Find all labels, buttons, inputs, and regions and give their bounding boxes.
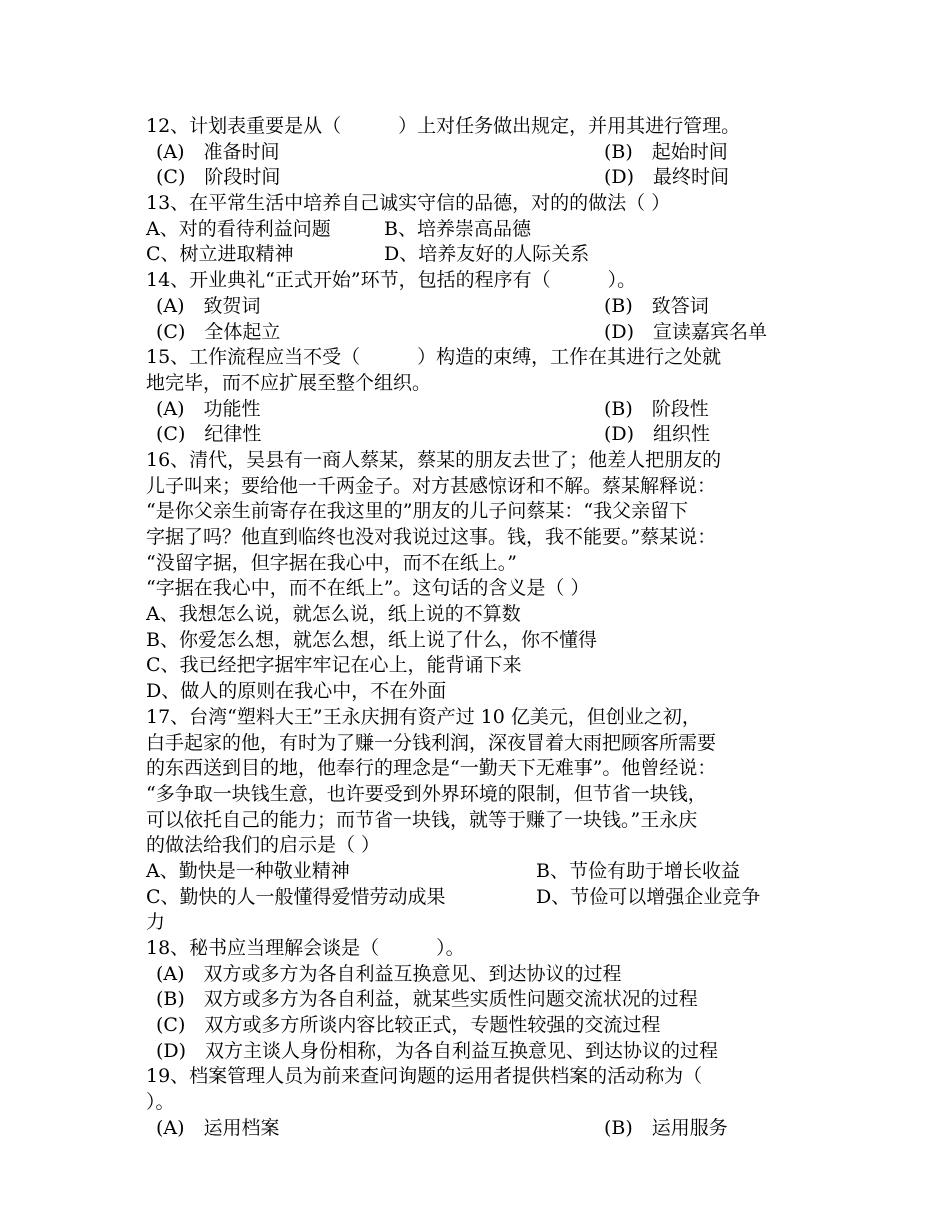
question-15-option-a: (A) 功能性 — [156, 397, 261, 420]
question-18-option-b: (B) 双方或多方为各自利益，就某些实质性问题交流状况的过程 — [156, 988, 698, 1011]
question-19-stem-line-1: 19、档案管理人员为前来查问询题的运用者提供档案的活动称为（ — [146, 1065, 703, 1088]
question-19-stem-line-2: ）。 — [146, 1091, 175, 1114]
question-12-options-row-1 — [146, 140, 816, 166]
question-15-options-row-2 — [146, 422, 816, 448]
question-18-option-a: (A) 双方或多方为各自利益互换意见、到达协议的过程 — [156, 962, 622, 985]
question-19-option-b: (B) 运用服务 — [604, 1116, 728, 1139]
question-12-option-c: (C) 阶段时间 — [156, 166, 281, 189]
question-13-option-c: C、树立进取精神 — [146, 243, 294, 266]
question-12-options-row-2 — [146, 165, 816, 191]
question-17-option-b: B、节俭有助于增长收益 — [536, 859, 740, 882]
question-16-option-a: A、我想怎么说，就怎么说，纸上说的不算数 — [146, 603, 521, 626]
question-17-stem-line: 17、台湾“塑料大王”王永庆拥有资产过 10 亿美元，但创业之初， — [146, 705, 701, 728]
question-12-stem: 12、计划表重要是从（ ）上对任务做出规定，并用其进行管理。 — [146, 115, 741, 137]
question-13-option-a: A、对的看待利益问题 — [146, 217, 331, 240]
question-15-stem-line-1: 15、工作流程应当不受（ ）构造的束缚，工作在其进行之处就 — [146, 346, 722, 369]
question-14-stem: 14、开业典礼“正式开始”环节，包括的程序有（ ）。 — [146, 269, 637, 292]
question-16-stem-line: “字据在我心中，而不在纸上”。这句话的含义是（ ） — [146, 577, 590, 600]
question-15-options-row-1 — [146, 397, 816, 423]
question-16-option-d: D、做人的原则在我心中，不在外面 — [146, 680, 447, 703]
question-12-option-d: (D) 最终时间 — [604, 166, 730, 189]
question-17-option-a: A、勤快是一种敬业精神 — [146, 859, 350, 882]
question-17-stem-line: 白手起家的他，有时为了赚一分钱利润，深夜冒着大雨把顾客所需要 — [146, 731, 717, 754]
question-12-option-b: (B) 起始时间 — [604, 140, 728, 163]
question-15-option-b: (B) 阶段性 — [604, 397, 709, 420]
question-16-stem-line: 儿子叫来；要给他一千两金子。对方甚感惊讶和不解。蔡某解释说： — [146, 474, 717, 497]
question-16-stem-line: “是你父亲生前寄存在我这里的”朋友的儿子问蔡某：“我父亲留下 — [146, 500, 689, 523]
question-15-option-c: (C) 纪律性 — [156, 423, 262, 446]
question-19-options-row-1 — [146, 1116, 816, 1142]
question-14-options-row-2 — [146, 320, 816, 346]
question-16-stem-line: 16、清代，吴县有一商人蔡某，蔡某的朋友去世了；他差人把朋友的 — [146, 448, 722, 471]
question-13-options-row-1 — [146, 217, 816, 243]
question-16-stem-line: “没留字据，但字据在我心中，而不在纸上。” — [146, 551, 517, 574]
question-14-option-c: (C) 全体起立 — [156, 320, 281, 343]
question-17-option-c: C、勤快的人一般懂得爱惜劳动成果 — [146, 885, 446, 908]
question-17-stem-line: “多争取一块钱生意，也许要受到外界环境的限制，但节省一块钱， — [146, 782, 707, 805]
question-13-option-b: B、培养崇高品德 — [384, 217, 531, 240]
document-page — [146, 114, 816, 1142]
question-18-stem: 18、秘书应当理解会谈是（ ）。 — [146, 937, 465, 959]
question-15-stem-line-2: 地完毕，而不应扩展至整个组织。 — [146, 371, 432, 394]
question-18-option-c: (C) 双方或多方所谈内容比较正式，专题性较强的交流过程 — [156, 1014, 661, 1037]
question-13-options-row-2 — [146, 242, 816, 268]
question-15-option-d: (D) 组织性 — [604, 423, 711, 446]
question-14-options-row-1 — [146, 294, 816, 320]
question-17-stem-line: 可以依托自己的能力；而节省一块钱，就等于赚了一块钱。”王永庆 — [146, 808, 698, 831]
question-13-option-d: D、培养友好的人际关系 — [384, 243, 590, 266]
question-17-option-d-continuation: 力 — [146, 911, 166, 934]
question-16-option-c: C、我已经把字据牢牢记在心上，能背诵下来 — [146, 654, 522, 677]
question-17-options-row-1 — [146, 859, 816, 885]
question-14-option-a: (A) 致贺词 — [156, 294, 261, 317]
question-17-option-d: D、节俭可以增强企业竞争 — [536, 885, 761, 908]
question-16-option-b: B、你爱怎么想，就怎么想，纸上说了什么，你不懂得 — [146, 628, 597, 651]
question-17-options-row-2 — [146, 885, 816, 911]
question-17-stem-line: 的做法给我们的启示是（ ） — [146, 834, 381, 857]
question-13-stem: 13、在平常生活中培养自己诚实守信的品德，对的的做法（ ） — [146, 192, 671, 215]
question-16-stem-line: 字据了吗？他直到临终也没对我说过这事。钱，我不能要。”蔡某说： — [146, 526, 717, 548]
question-18-option-d: (D) 双方主谈人身份相称，为各自利益互换意见、到达协议的过程 — [156, 1039, 719, 1062]
question-12-option-a: (A) 准备时间 — [156, 140, 280, 163]
question-19-option-a: (A) 运用档案 — [156, 1116, 280, 1139]
question-17-stem-line: 的东西送到目的地，他奉行的理念是“一勤天下无难事”。他曾经说： — [146, 757, 717, 780]
question-14-option-d: (D) 宣读嘉宾名单 — [604, 320, 768, 343]
question-14-option-b: (B) 致答词 — [604, 294, 709, 317]
